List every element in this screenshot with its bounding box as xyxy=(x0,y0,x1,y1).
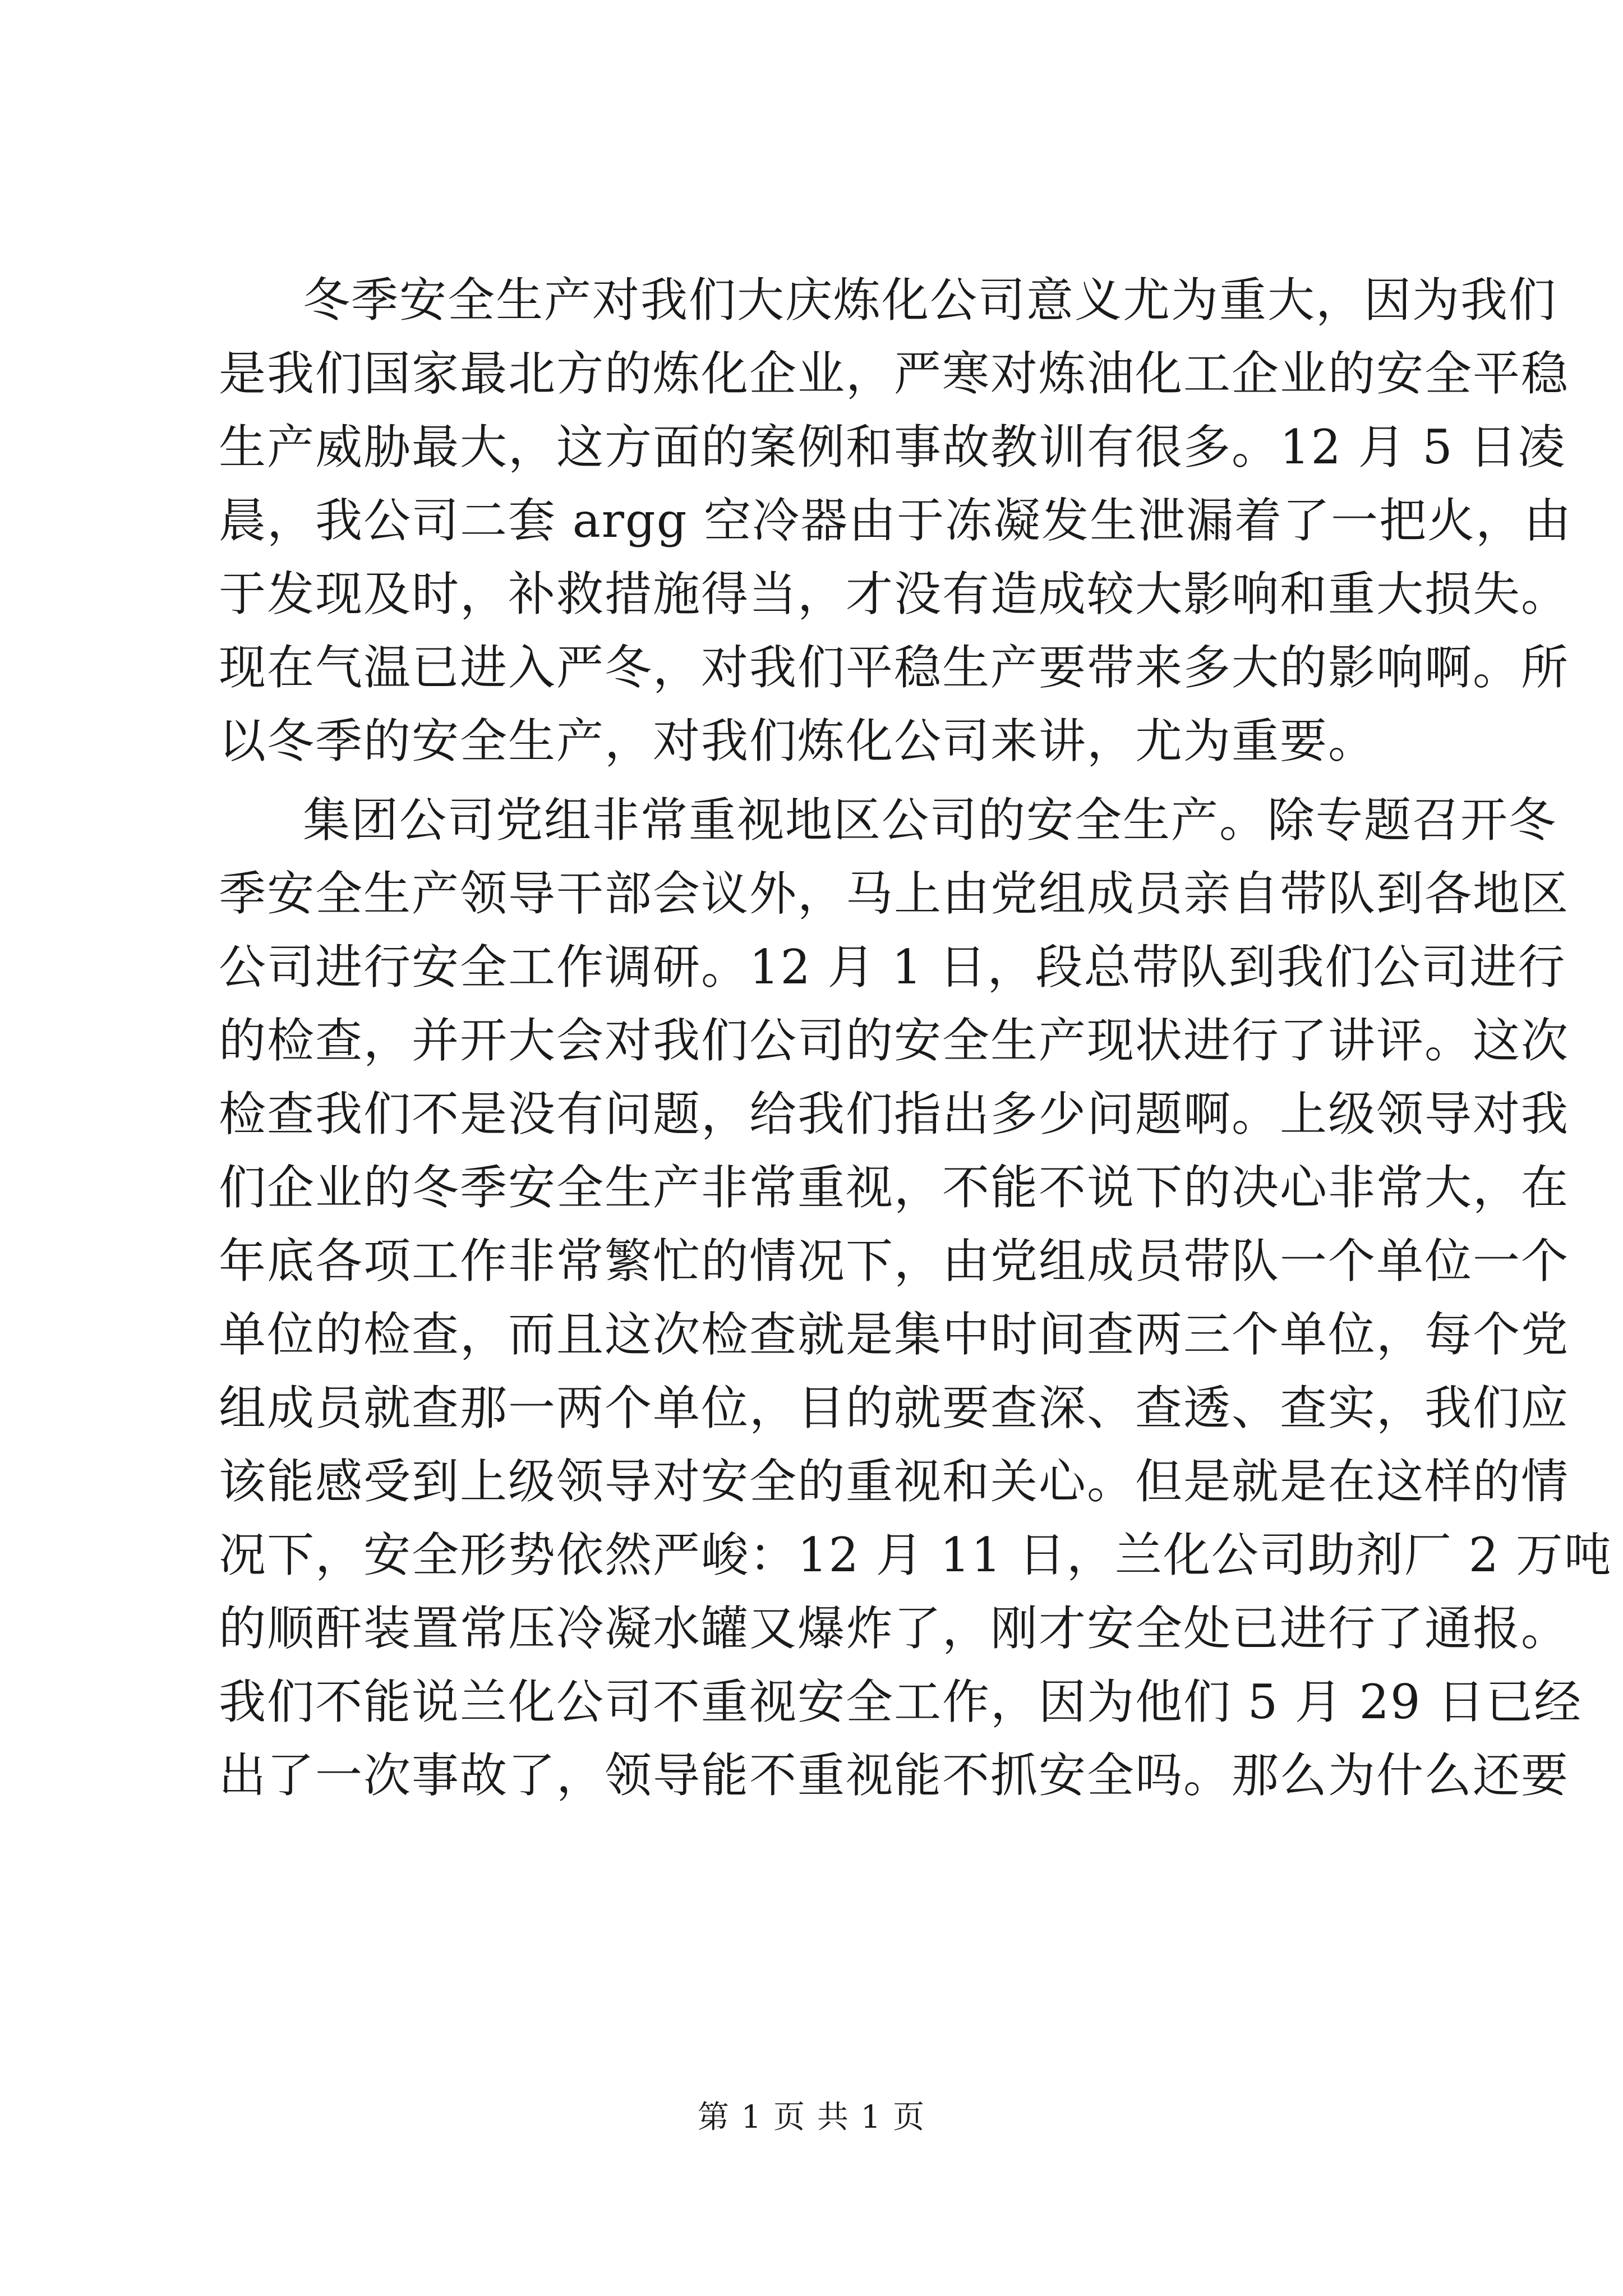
text-line: 于发现及时，补救措施得当，才没有造成较大影响和重大损失。 xyxy=(219,567,1570,622)
text-line: 年底各项工作非常繁忙的情况下，由党组成员带队一个单位一个 xyxy=(219,1234,1570,1289)
text-line: 况下，安全形势依然严峻：12 月 11 日，兰化公司助剂厂 2 万吨 xyxy=(219,1527,1612,1582)
paragraph-2 xyxy=(219,784,1612,1812)
text-line: 该能感受到上级领导对安全的重视和关心。但是就是在这样的情 xyxy=(219,1454,1570,1509)
text-line: 晨，我公司二套 argg 空冷器由于冻凝发生泄漏着了一把火，由 xyxy=(219,493,1573,548)
text-line: 组成员就查那一两个单位，目的就要查深、查透、查实，我们应 xyxy=(219,1381,1570,1435)
text-line: 出了一次事故了，领导能不重视能不抓安全吗。那么为什么还要 xyxy=(219,1748,1570,1803)
text-line: 检查我们不是没有问题，给我们指出多少问题啊。上级领导对我 xyxy=(219,1087,1570,1142)
page-number-label: 第 1 页 共 1 页 xyxy=(697,2099,926,2136)
text-line: 的检查，并开大会对我们公司的安全生产现状进行了讲评。这次 xyxy=(219,1013,1570,1068)
paragraph-1 xyxy=(219,264,1573,778)
text-line: 季安全生产领导干部会议外，马上由党组成员亲自带队到各地区 xyxy=(219,866,1570,921)
text-line: 冬季安全生产对我们大庆炼化公司意义尤为重大，因为我们 xyxy=(303,273,1557,328)
text-line: 的顺酐装置常压冷凝水罐又爆炸了，刚才安全处已进行了通报。 xyxy=(219,1601,1570,1656)
text-line: 公司进行安全工作调研。12 月 1 日，段总带队到我们公司进行 xyxy=(219,940,1566,995)
text-line: 以冬季的安全生产，对我们炼化公司来讲，尤为重要。 xyxy=(219,714,1377,769)
text-line: 现在气温已进入严冬，对我们平稳生产要带来多大的影响啊。所 xyxy=(219,640,1570,695)
text-line: 们企业的冬季安全生产非常重视，不能不说下的决心非常大，在 xyxy=(219,1160,1570,1215)
text-line: 单位的检查，而且这次检查就是集中时间查两三个单位，每个党 xyxy=(219,1307,1570,1362)
document-body xyxy=(219,264,1612,1812)
page-footer xyxy=(0,2095,1623,2140)
text-line: 是我们国家最北方的炼化企业，严寒对炼油化工企业的安全平稳 xyxy=(219,346,1570,401)
text-line: 集团公司党组非常重视地区公司的安全生产。除专题召开冬 xyxy=(303,793,1557,848)
text-line: 我们不能说兰化公司不重视安全工作，因为他们 5 月 29 日已经 xyxy=(219,1674,1583,1729)
paragraph-gap xyxy=(219,778,1419,784)
text-line: 生产威胁最大，这方面的案例和事故教训有很多。12 月 5 日凌 xyxy=(219,420,1566,475)
